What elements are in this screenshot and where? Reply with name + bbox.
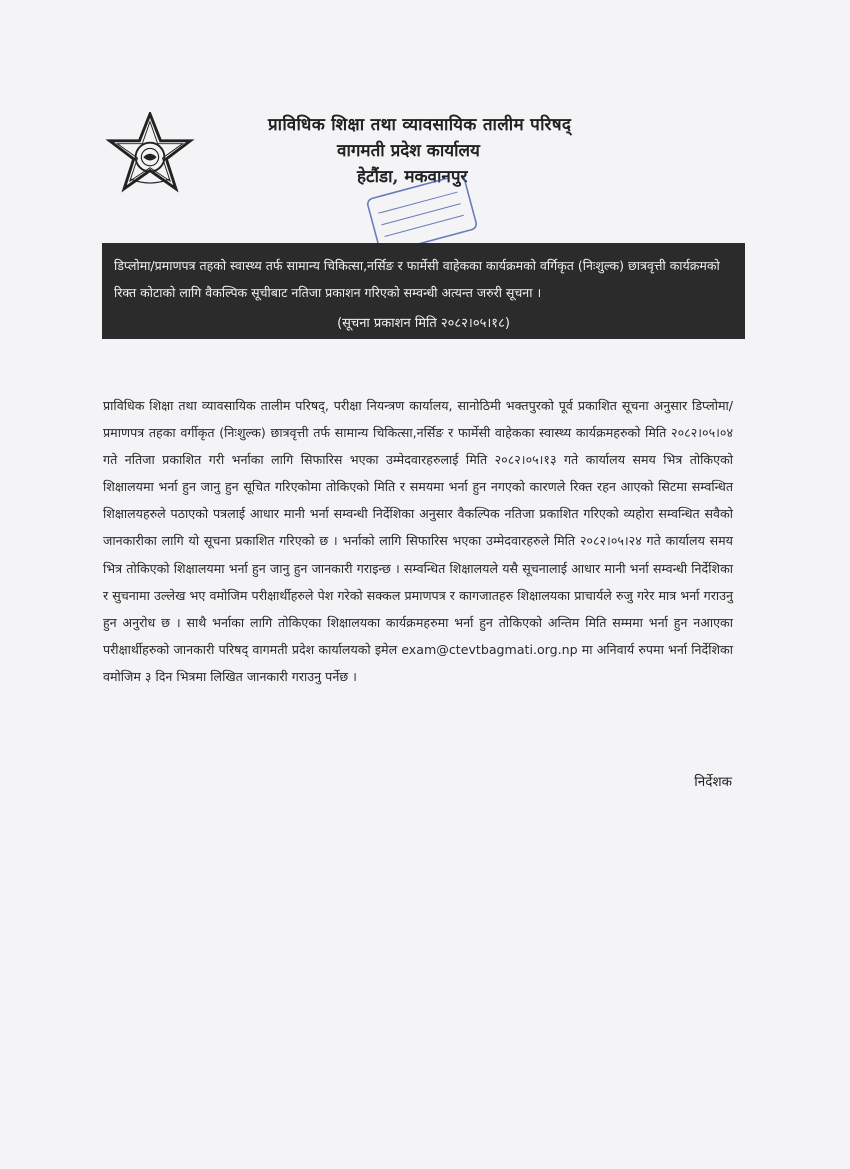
ctevt-emblem-icon [102, 112, 198, 208]
notice-subject: डिप्लोमा/प्रमाणपत्र तहको स्वास्थ्य तर्फ सामान्य चिकित्सा,नर्सिङ र फार्मेसी वाहेकका कार्यक्रमको वर्गिकृत (निःशुल्क) छात्रवृत्ती कार्यक्रमको रिक्त कोटाको लागि वैकल्पिक सूचीबाट नतिजा प्रकाशन गरिएको सम्वन्धी अत्यन्त जरुरी सूचना । [114, 258, 720, 300]
notice-publish-date: (सूचना प्रकाशन मिति २०८२।०५।१८) [337, 316, 510, 331]
signatory-title: निर्देशक [694, 774, 732, 790]
office-city: हेटौंडा, मकवानपुर [357, 167, 468, 187]
notice-body: प्राविधिक शिक्षा तथा व्यावसायिक तालीम परिषद्, परीक्षा नियन्त्रण कार्यालय, सानोठिमी भक्तपुरको पूर्व प्रकाशित सूचना अनुसार डिप्लोमा/प्रमाणपत्र तहका वर्गीकृत (निःशुल्क) छात्रवृत्ती तर्फ सामान्य चिकित्सा,नर्सिङ र फार्मेसी वाहेकका स्वास्थ्य कार्यक्रमहरुको मिति २०८२।०५।०४ गते नतिजा प्रकाशित गरी भर्नाका लागि सिफारिस भएका उम्मेदवारहरुलाई मिति २०८२।०५।१३ गते कार्यालय समय भित्र तोकिएको शिक्षालयमा भर्ना हुन जानु हुन सूचित गरिएकोमा तोकिएको मिति र समयमा भर्ना हुन नगएको कारणले रिक्त रहन आएको सिटमा सम्वन्धित शिक्षालयहरुले पठाएको पत्रलाई आधार मानी भर्ना सम्वन्धी निर्देशिका अनुसार वैकल्पिक नतिजा प्रकाशित गरिएको व्यहोरा सम्वन्धित सवैको जानकारीका लागि यो सूचना प्रकाशित गरिएको छ । भर्नाको लागि सिफारिस भएका उम्मेदवारहरुले मिति २०८२।०५।२४ गते कार्यालय समय भित्र तोकिएको शिक्षालयमा भर्ना हुन जानु हुन जानकारी गराइन्छ । सम्वन्धित शिक्षालयले यसै सूचनालाई आधार मानी भर्ना सम्वन्धी निर्देशिका र सुचनामा उल्लेख भए वमोजिम परीक्षार्थीहरुले पेश गरेको सक्कल प्रमाणपत्र र कागजातहरु शिक्षालयका प्राचार्यले रुजु गरेर मात्र भर्ना गराउनु हुन अनुरोध छ । साथै भर्नाका लागि तोकिएका शिक्षालयका कार्यक्रमहरुमा भर्ना हुन तोकिएको अन्तिम मिति सम्ममा भर्ना हुन नआएका परीक्षार्थीहरुको जानकारी परिषद् वागमती प्रदेश कार्यालयको इमेल exam@ctevtbagmati.org.np मा अनिवार्य रुपमा भर्ना निर्देशिका वमोजिम ३ दिन भित्रमा लिखित जानकारी गराउनु पर्नेछ । [103, 398, 733, 684]
office-stamp-icon [362, 178, 482, 250]
office-name: वागमती प्रदेश कार्यालय [337, 141, 480, 161]
org-name: प्राविधिक शिक्षा तथा व्यावसायिक तालीम परिषद् [268, 115, 572, 135]
notice-subject-box [102, 243, 745, 339]
